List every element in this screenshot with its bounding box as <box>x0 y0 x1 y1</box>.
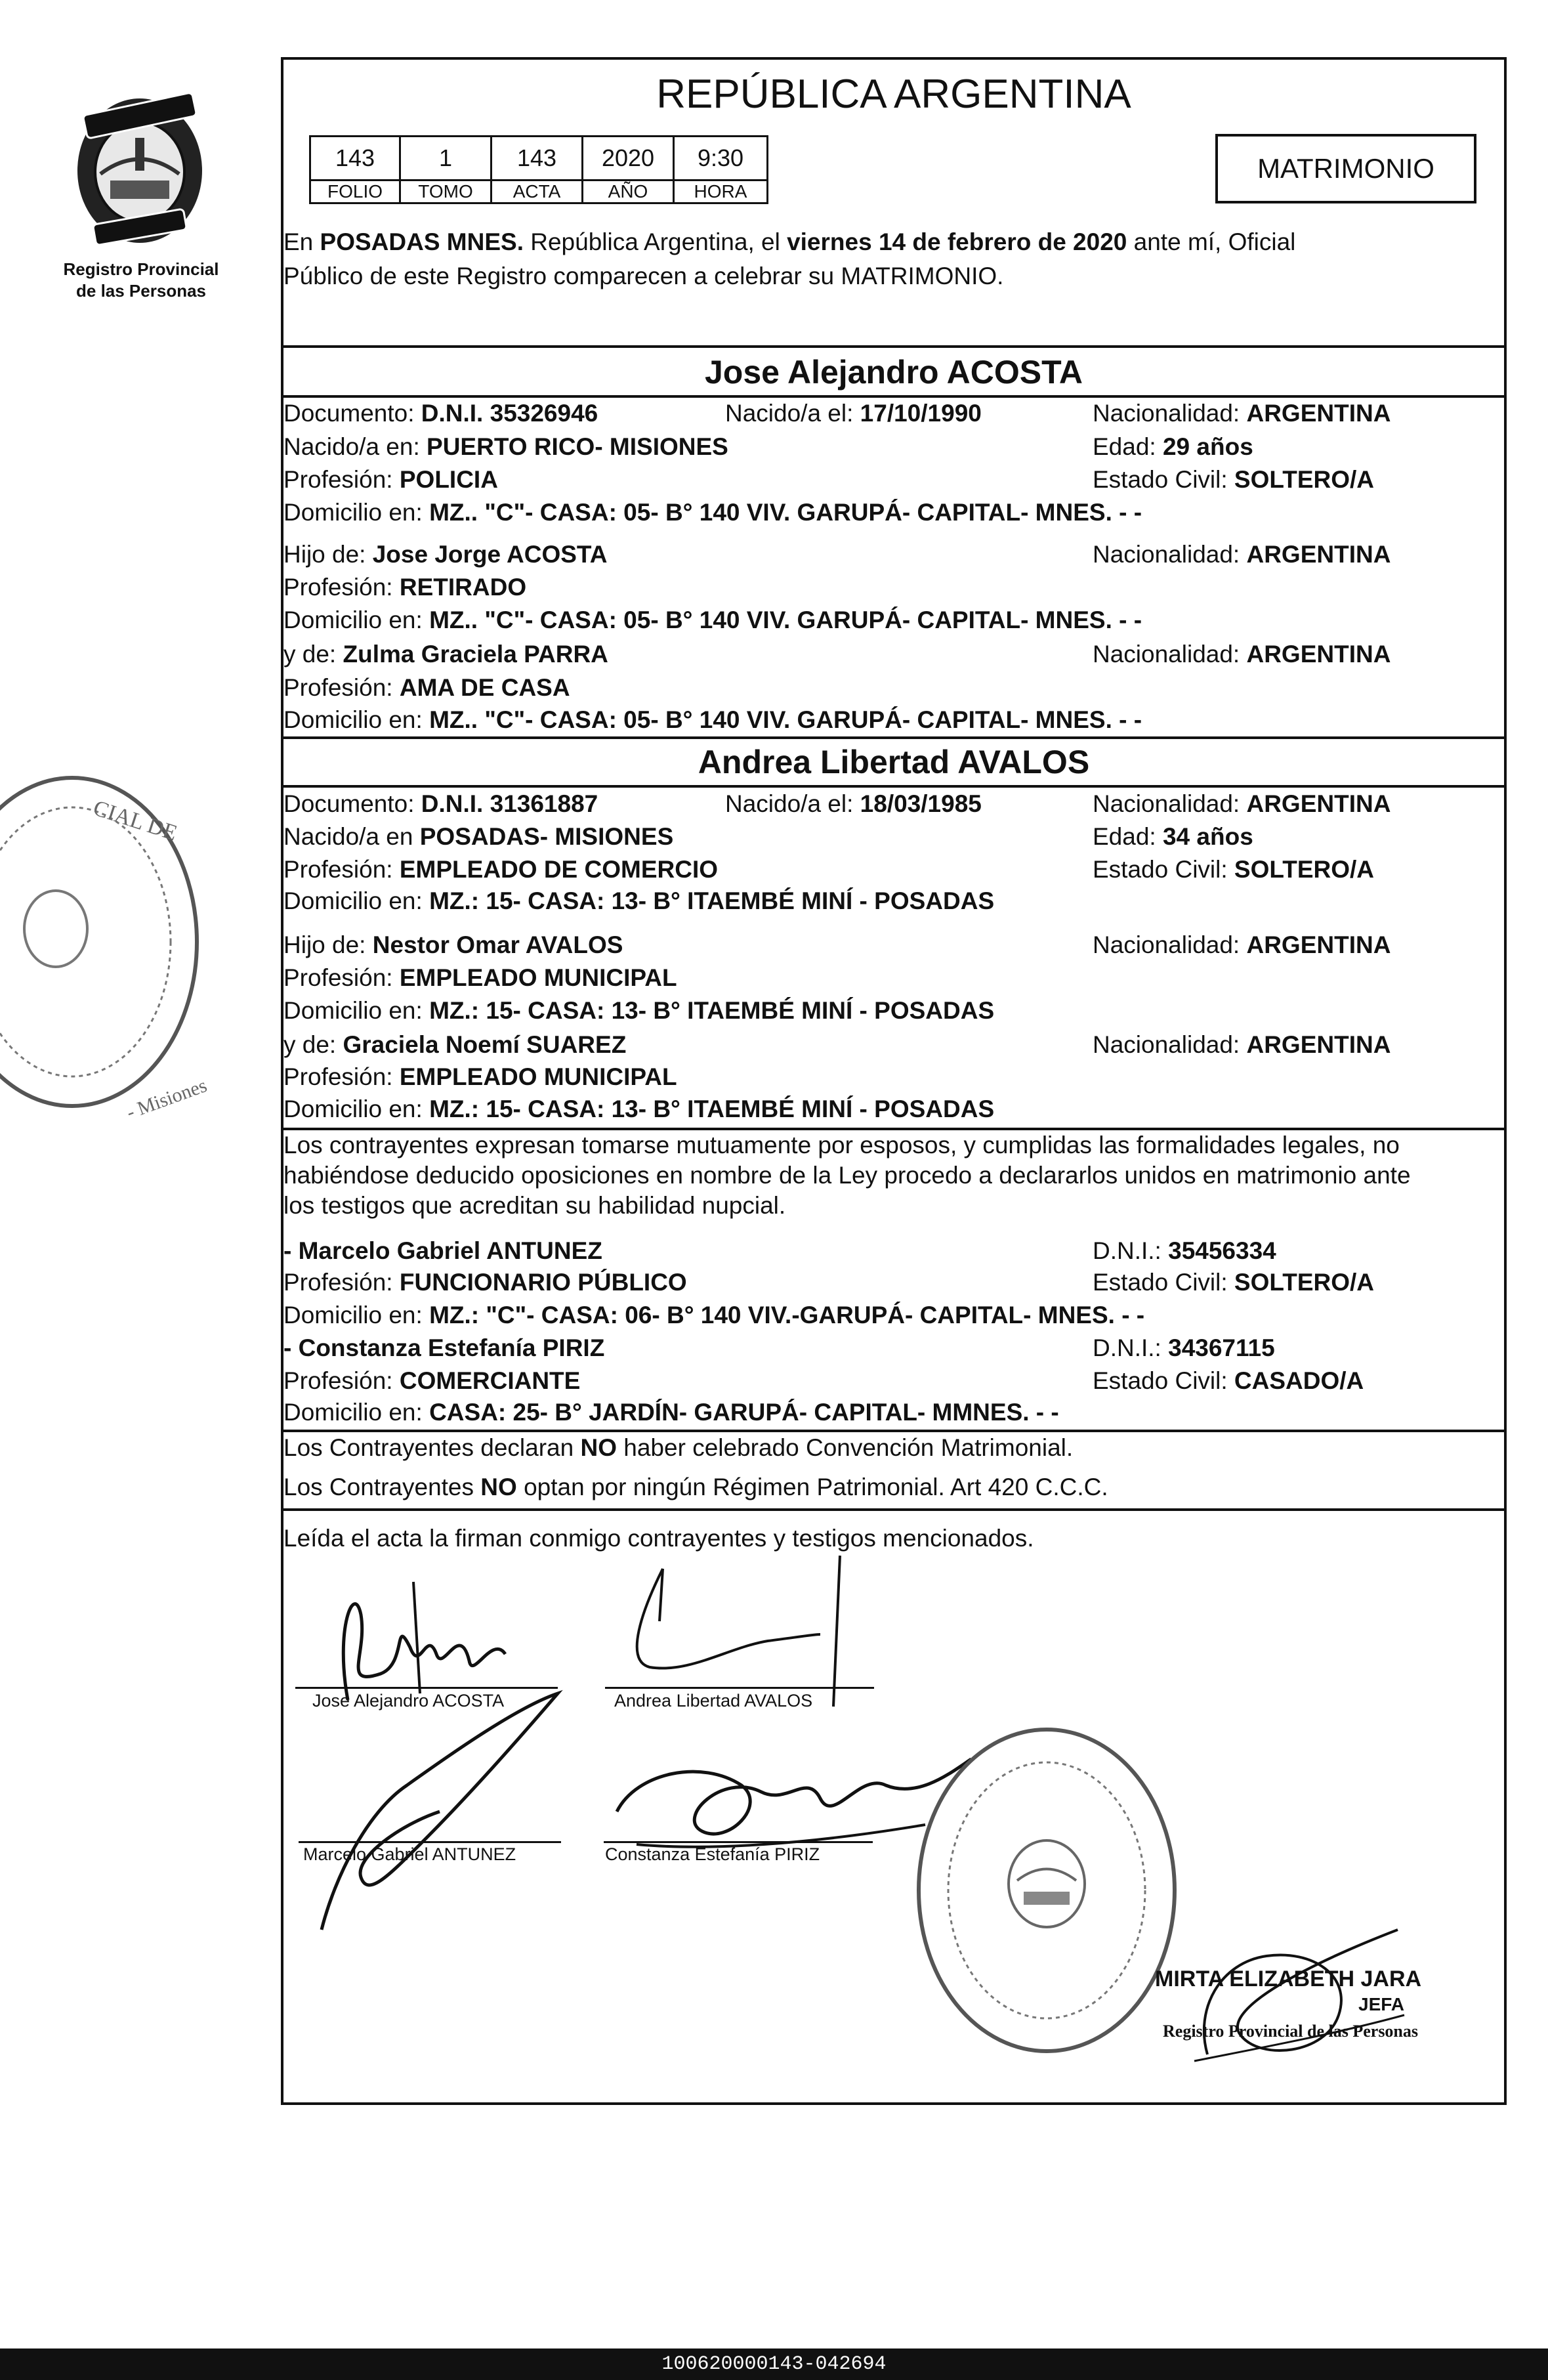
spouse1-mother-profession: Profesión: AMA DE CASA <box>283 674 570 701</box>
page-title: REPÚBLICA ARGENTINA <box>656 72 1131 117</box>
spouse2-father-name: Hijo de: Nestor Omar AVALOS <box>283 931 623 958</box>
registry-emblem <box>64 92 215 249</box>
witness1-name: - Marcelo Gabriel ANTUNEZ <box>283 1237 602 1264</box>
acta-label: ACTA <box>492 181 583 203</box>
spouse2-nationality: Nacionalidad: ARGENTINA <box>1093 790 1391 817</box>
divider <box>281 1128 1507 1130</box>
svg-text:CIAL DE: CIAL DE <box>90 796 180 846</box>
spouse1-name: Jose Alejandro ACOSTA <box>704 354 1083 391</box>
spouse1-mother-nationality: Nacionalidad: ARGENTINA <box>1093 641 1391 668</box>
document-type-box: MATRIMONIO <box>1215 134 1476 203</box>
spouse2-mother-profession: Profesión: EMPLEADO MUNICIPAL <box>283 1063 677 1090</box>
spouse1-birthdate: Nacido/a el: 17/10/1990 <box>725 400 982 427</box>
spouse2-birthplace: Nacido/a en POSADAS- MISIONES <box>283 823 674 850</box>
official-name: MIRTA ELIZABETH JARA <box>1155 1966 1422 1991</box>
spouse2-mother-name: y de: Graciela Noemí SUAREZ <box>283 1031 627 1058</box>
witness2-name: - Constanza Estefanía PIRIZ <box>283 1334 605 1361</box>
svg-text:- Misiones: - Misiones <box>123 1074 210 1124</box>
divider <box>281 785 1507 788</box>
spouse2-father-address: Domicilio en: MZ.: 15- CASA: 13- B° ITAEMBÉ MINÍ - POSADAS <box>283 997 995 1024</box>
spouse2-age: Edad: 34 años <box>1093 823 1253 850</box>
witness1-profession: Profesión: FUNCIONARIO PÚBLICO <box>283 1269 687 1296</box>
witness1-address: Domicilio en: MZ.: "C"- CASA: 06- B° 140 VIV.-GARUPÁ- CAPITAL- MNES. - - <box>283 1302 1145 1328</box>
spouse2-birthdate: Nacido/a el: 18/03/1985 <box>725 790 982 817</box>
intro-line2: Público de este Registro comparecen a celebrar su MATRIMONIO. <box>283 263 1004 289</box>
signature-spouse2 <box>597 1556 873 1726</box>
signature-label-spouse1: Jose Alejandro ACOSTA <box>312 1691 505 1711</box>
acta-value: 143 <box>492 137 583 181</box>
registry-name-line2: de las Personas <box>76 281 206 301</box>
spouse1-age: Edad: 29 años <box>1093 433 1253 460</box>
signature-witness1 <box>308 1680 610 1936</box>
spouse1-father-name: Hijo de: Jose Jorge ACOSTA <box>283 541 608 568</box>
spouse1-father-address: Domicilio en: MZ.. "C"- CASA: 05- B° 140 VIV. GARUPÁ- CAPITAL- MNES. - - <box>283 606 1142 633</box>
matrimonios-stamp-left <box>0 755 210 1124</box>
spouse1-mother-name: y de: Zulma Graciela PARRA <box>283 641 608 668</box>
signature-label-witness1: Marcelo Gabriel ANTUNEZ <box>303 1844 516 1864</box>
witness2-profession: Profesión: COMERCIANTE <box>283 1367 581 1394</box>
spouse2-profession: Profesión: EMPLEADO DE COMERCIO <box>283 856 719 883</box>
folio-label: FOLIO <box>310 181 400 203</box>
signature-label-spouse2: Andrea Libertad AVALOS <box>614 1691 813 1711</box>
intro-line1: En POSADAS MNES. República Argentina, el viernes 14 de febrero de 2020 ante mí, Oficial <box>283 228 1296 255</box>
spouse2-father-nationality: Nacionalidad: ARGENTINA <box>1093 931 1391 958</box>
closing-statement: Leída el acta la firman conmigo contrayentes y testigos mencionados. <box>283 1525 1034 1552</box>
registry-name-line1: Registro Provincial <box>63 259 219 279</box>
witness1-civil-status: Estado Civil: SOLTERO/A <box>1093 1269 1375 1296</box>
divider <box>281 395 1507 398</box>
ano-label: AÑO <box>583 181 674 203</box>
spouse1-nationality: Nacionalidad: ARGENTINA <box>1093 400 1391 427</box>
tomo-value: 1 <box>400 137 492 181</box>
reference-table <box>309 135 768 204</box>
regime-line2: Los Contrayentes NO optan por ningún Régimen Patrimonial. Art 420 C.C.C. <box>283 1474 1108 1500</box>
hora-value: 9:30 <box>674 137 768 181</box>
spouse1-mother-address: Domicilio en: MZ.. "C"- CASA: 05- B° 140 VIV. GARUPÁ- CAPITAL- MNES. - - <box>283 706 1142 733</box>
matrimonios-stamp <box>909 1720 1184 2061</box>
province-seal-icon <box>64 92 215 249</box>
divider <box>281 1508 1507 1511</box>
signature-label-witness2: Constanza Estefanía PIRIZ <box>605 1844 820 1864</box>
spouse2-documento: Documento: D.N.I. 31361887 <box>283 790 598 817</box>
spouse1-father-profession: Profesión: RETIRADO <box>283 574 527 601</box>
divider <box>281 1430 1507 1432</box>
divider <box>281 345 1507 348</box>
official-role: JEFA <box>1358 1994 1405 2014</box>
hora-label: HORA <box>674 181 768 203</box>
witness1-dni: D.N.I.: 35456334 <box>1093 1237 1276 1264</box>
declaration-line3: los testigos que acreditan su habilidad nupcial. <box>283 1192 786 1219</box>
witness2-civil-status: Estado Civil: CASADO/A <box>1093 1367 1364 1394</box>
spouse2-mother-nationality: Nacionalidad: ARGENTINA <box>1093 1031 1391 1058</box>
spouse1-father-nationality: Nacionalidad: ARGENTINA <box>1093 541 1391 568</box>
spouse2-address: Domicilio en: MZ.: 15- CASA: 13- B° ITAEMBÉ MINÍ - POSADAS <box>283 887 995 914</box>
spouse1-profession: Profesión: POLICIA <box>283 466 498 493</box>
intro-date: viernes 14 de febrero de 2020 <box>787 228 1127 255</box>
declaration-line1: Los contrayentes expresan tomarse mutuamente por esposos, y cumplidas las formalidades legales, no <box>283 1132 1400 1158</box>
spouse2-civil-status: Estado Civil: SOLTERO/A <box>1093 856 1375 883</box>
spouse2-mother-address: Domicilio en: MZ.: 15- CASA: 13- B° ITAEMBÉ MINÍ - POSADAS <box>283 1095 995 1122</box>
spouse1-documento: Documento: D.N.I. 35326946 <box>283 400 598 427</box>
regime-line1: Los Contrayentes declaran NO haber celebrado Convención Matrimonial. <box>283 1434 1074 1461</box>
folio-value: 143 <box>310 137 400 181</box>
official-office: Registro Provincial de las Personas <box>1163 2022 1419 2041</box>
ano-value: 2020 <box>583 137 674 181</box>
spouse1-address: Domicilio en: MZ.. "C"- CASA: 05- B° 140 VIV. GARUPÁ- CAPITAL- MNES. - - <box>283 499 1142 526</box>
witness2-address: Domicilio en: CASA: 25- B° JARDÍN- GARUPÁ- CAPITAL- MMNES. - - <box>283 1399 1059 1426</box>
witness2-dni: D.N.I.: 34367115 <box>1093 1334 1275 1361</box>
spouse1-civil-status: Estado Civil: SOLTERO/A <box>1093 466 1375 493</box>
divider <box>281 736 1507 739</box>
spouse2-father-profession: Profesión: EMPLEADO MUNICIPAL <box>283 964 677 991</box>
tomo-label: TOMO <box>400 181 492 203</box>
document-code: 100620000143-042694 <box>0 2348 1548 2380</box>
spouse2-name: Andrea Libertad AVALOS <box>698 744 1090 780</box>
intro-place: POSADAS MNES. <box>320 228 524 255</box>
declaration-line2: habiéndose deducido oposiciones en nombre de la Ley procedo a declararlos unidos en matrimonio ante <box>283 1162 1411 1189</box>
spouse1-birthplace: Nacido/a en: PUERTO RICO- MISIONES <box>283 433 728 460</box>
